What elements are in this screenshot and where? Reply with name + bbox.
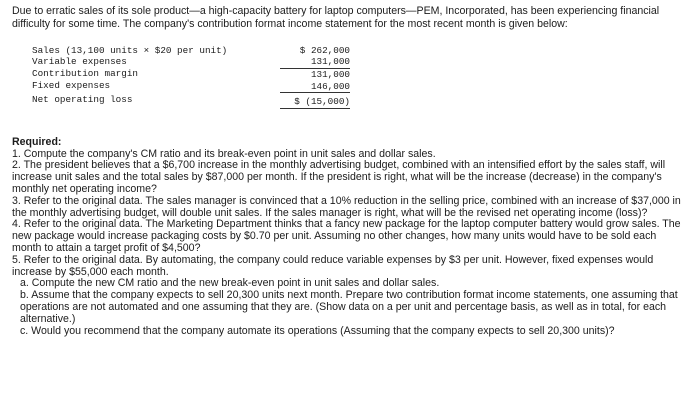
statement-labels bbox=[32, 45, 227, 106]
question-5: 5. Refer to the original data. By automating, the company could reduce variable expenses by $3 per unit. However, fixed expenses would increase by $55,000 each month. bbox=[12, 253, 654, 278]
contribution-margin-value: 131,000 bbox=[310, 69, 350, 80]
question-2: 2. The president believes that a $6,700 increase in the monthly advertising budget, combined with an intensified effort by the sales staff, will increase unit sales and the total sales by $87,000 per month. If the president is right, what will be the increase (decrease) in the company's monthly net operating income? bbox=[12, 159, 666, 195]
income-statement bbox=[12, 45, 686, 135]
statement-values bbox=[280, 45, 350, 109]
intro-paragraph: Due to erratic sales of its sole product—a high-capacity battery for laptop computers—PEM, Incorporated, has been experiencing financial difficulty for some time. The company's contribution format income statement for the most recent month is given below: bbox=[12, 5, 660, 31]
contribution-margin-label: Contribution margin bbox=[32, 68, 139, 79]
variable-expenses-value: 131,000 bbox=[280, 56, 350, 69]
required-heading: Required: bbox=[12, 135, 62, 148]
question-5b: b. Assume that the company expects to sell 20,300 units next month. Prepare two contribution format income statements, one assuming that operations are not automated and one assuming that they are. (Show data on a per unit and percentage basis, as well as in total, for each alternative.) bbox=[20, 289, 678, 325]
net-operating-loss-label: Net operating loss bbox=[32, 94, 133, 106]
variable-expenses-label: Variable expenses bbox=[32, 56, 127, 68]
fixed-expenses-label: Fixed expenses bbox=[32, 79, 111, 91]
required-section bbox=[12, 137, 686, 338]
question-1: 1. Compute the company's CM ratio and its break-even point in unit sales and dollar sales. bbox=[12, 147, 436, 160]
sales-value: $ 262,000 bbox=[299, 44, 350, 56]
sales-label: Sales (13,100 units × $20 per unit) bbox=[32, 44, 228, 56]
net-operating-loss-value: $ (15,000) bbox=[280, 96, 350, 109]
fixed-expenses-value: 146,000 bbox=[280, 81, 350, 94]
question-5a: a. Compute the new CM ratio and the new break-even point in unit sales and dollar sales. bbox=[20, 277, 440, 290]
question-5c: c. Would you recommend that the company automate its operations (Assuming that the company expects to sell 20,300 units)? bbox=[20, 324, 615, 337]
question-4: 4. Refer to the original data. The Marketing Department thinks that a fancy new package for the laptop computer battery would grow sales. The new package would increase packaging costs by $0.70 per unit. Assuming no other changes, how many units would have to be sold each month to attain a target profit of $4,500? bbox=[12, 218, 681, 254]
question-3: 3. Refer to the original data. The sales manager is convinced that a 10% reduction in the selling price, combined with an increase of $37,000 in the monthly advertising budget, will double unit sales. If the sales manager is right, what will be the revised net operating income (loss)? bbox=[12, 194, 681, 219]
